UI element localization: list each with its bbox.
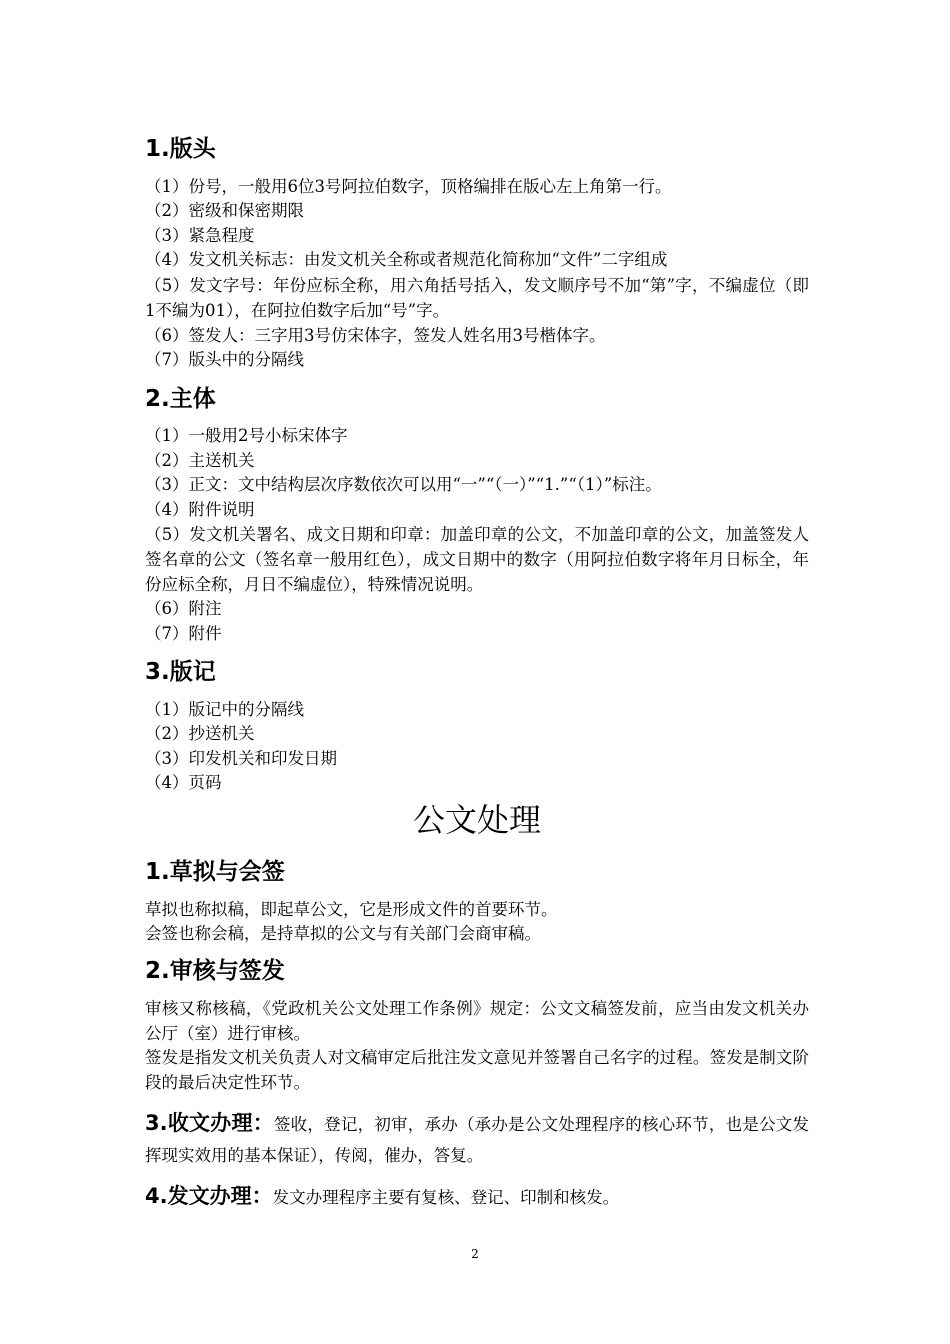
paragraph-receipt xyxy=(145,1108,809,1171)
list-item: （3）紧急程度 xyxy=(145,226,255,245)
section-heading-review: 2.审核与签发 xyxy=(145,958,285,984)
list-item: （3）印发机关和印发日期 xyxy=(145,749,337,768)
page-number: 2 xyxy=(471,1247,479,1261)
list-item: （4）附件说明 xyxy=(145,500,255,519)
list-item: （7）版头中的分隔线 xyxy=(145,350,304,369)
chapter-title: 公文处理 xyxy=(412,801,541,839)
inline-heading: 4.发文办理： xyxy=(145,1184,273,1208)
list-item: （2）主送机关 xyxy=(145,451,255,470)
section-heading-body: 2.主体 xyxy=(145,386,216,412)
list-item: （3）正文：文中结构层次序数依次可以用“一”“（一）”“1.”“（1）”标注。 xyxy=(145,475,662,494)
paragraph-text: 签收，登记，初审，承办（承办是公文处理程序的核心环节，也是公文发挥现实效用的基本保证），传阅，催办，答复。 xyxy=(145,1115,809,1165)
paragraph-text: 发文办理程序主要有复核、登记、印制和核发。 xyxy=(272,1188,620,1207)
paragraph-dispatch xyxy=(145,1181,809,1213)
list-item: （4）页码 xyxy=(145,773,222,792)
list-item: （7）附件 xyxy=(145,624,222,643)
list-item: （4）发文机关标志：由发文机关全称或者规范化简称加“文件”二字组成 xyxy=(145,250,668,269)
list-item: （2）抄送机关 xyxy=(145,724,255,743)
section-heading-footer: 3.版记 xyxy=(145,659,216,685)
section-heading-draft: 1.草拟与会签 xyxy=(145,859,285,885)
paragraph: 签发是指发文机关负责人对文稿审定后批注发文意见并签署自己名字的过程。签发是制文阶段的最后决定性环节。 xyxy=(145,1048,809,1092)
list-item: （5）发文机关署名、成文日期和印章：加盖印章的公文，不加盖印章的公文，加盖签发人签名章的公文（签名章一般用红色），成文日期中的数字（用阿拉伯数字将年月日标全，年份应标全称，月日不编虚位），特殊情况说明。 xyxy=(145,525,809,594)
list-item: （5）发文字号：年份应标全称，用六角括号括入，发文顺序号不加“第”字，不编虚位（即1不编为01），在阿拉伯数字后加“号”字。 xyxy=(145,276,809,320)
paragraph-line: 草拟也称拟稿，即起草公文，它是形成文件的首要环节。 xyxy=(145,900,558,919)
list-item: （1）版记中的分隔线 xyxy=(145,700,304,719)
list-item: （1）份号，一般用6位3号阿拉伯数字，顶格编排在版心左上角第一行。 xyxy=(145,177,672,196)
list-item: （6）附注 xyxy=(145,599,222,618)
list-item: （2）密级和保密期限 xyxy=(145,201,304,220)
inline-heading: 3.收文办理： xyxy=(145,1111,274,1135)
list-item: （6）签发人：三字用3号仿宋体字，签发人姓名用3号楷体字。 xyxy=(145,326,606,345)
section-heading-banhead: 1.版头 xyxy=(145,136,216,162)
list-item: （1）一般用2号小标宋体字 xyxy=(145,426,348,445)
paragraph: 审核又称核稿，《党政机关公文处理工作条例》规定：公文文稿签发前，应当由发文机关办公厅（室）进行审核。 xyxy=(145,999,809,1043)
paragraph-line: 会签也称会稿，是持草拟的公文与有关部门会商审稿。 xyxy=(145,924,541,943)
